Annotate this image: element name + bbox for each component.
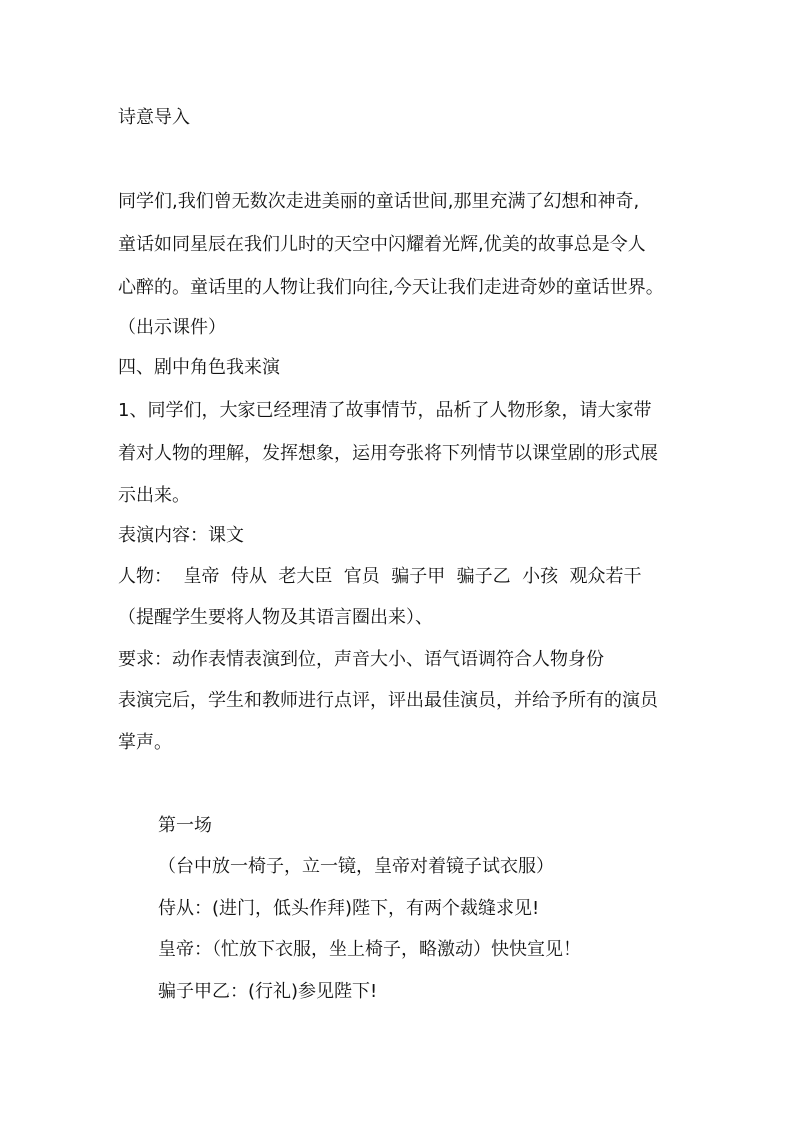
paragraph-line: 1、同学们，大家已经理清了故事情节，品析了人物形象，请大家带	[118, 400, 652, 421]
section-heading-roleplay: 四、剧中角色我来演	[118, 357, 280, 378]
paragraph-line: 示出来。	[118, 485, 190, 506]
paragraph-line: （出示课件）	[118, 317, 226, 338]
paragraph-line: 表演内容：课文	[118, 525, 244, 546]
paragraph-line: 要求：动作表情表演到位，声音大小、语气语调符合人物身份	[118, 649, 604, 670]
section-heading-intro: 诗意导入	[118, 107, 190, 128]
dialogue-line: 皇帝：（忙放下衣服，坐上椅子，略激动）快快宣见！	[158, 939, 581, 960]
paragraph-line: 着对人物的理解，发挥想象，运用夸张将下列情节以课堂剧的形式展	[118, 443, 658, 464]
paragraph-line: 掌声。	[118, 732, 172, 753]
paragraph-line: （提醒学生要将人物及其语言圈出来）、	[118, 607, 433, 628]
paragraph-line: 心醉的。童话里的人物让我们向往,今天让我们走进奇妙的童话世界。	[118, 277, 664, 298]
scene-heading: 第一场	[158, 815, 212, 836]
paragraph-line: 同学们,我们曾无数次走进美丽的童话世间,那里充满了幻想和神奇,	[118, 191, 640, 212]
stage-direction: （台中放一椅子，立一镜，皇帝对着镜子试衣服）	[158, 856, 554, 877]
dialogue-line: 侍从：(进门，低头作拜)陛下，有两个裁缝求见!	[158, 898, 540, 919]
dialogue-line: 骗子甲乙：(行礼)参见陛下!	[158, 981, 378, 1002]
paragraph-line: 表演完后，学生和教师进行点评，评出最佳演员，并给予所有的演员	[118, 690, 658, 711]
paragraph-line: 童话如同星辰在我们儿时的天空中闪耀着光辉,优美的故事总是令人	[118, 234, 646, 255]
characters-line: 人物： 皇帝 侍从 老大臣 官员 骗子甲 骗子乙 小孩 观众若干	[118, 566, 642, 587]
